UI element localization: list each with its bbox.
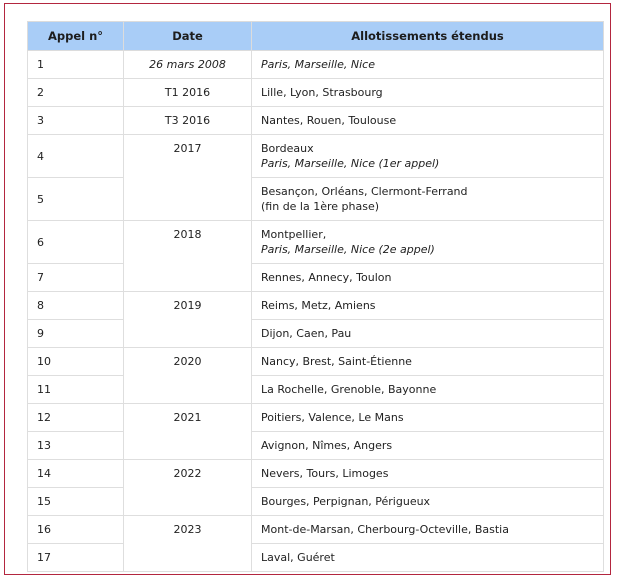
allotissement-cell: Avignon, Nîmes, Angers bbox=[252, 432, 604, 460]
allotissement-line: (fin de la 1ère phase) bbox=[261, 200, 380, 213]
date-cell: T1 2016 bbox=[124, 79, 252, 107]
table-row bbox=[28, 404, 604, 432]
table-row bbox=[28, 178, 604, 221]
allotissement-cell: Nantes, Rouen, Toulouse bbox=[252, 107, 604, 135]
appel-number: 2 bbox=[28, 79, 124, 107]
allotissement-line: Besançon, Orléans, Clermont-Ferrand bbox=[261, 185, 468, 198]
allotissement-line: Montpellier, bbox=[261, 228, 327, 241]
allotissement-cell: Laval, Guéret bbox=[252, 544, 604, 572]
appel-number: 16 bbox=[28, 516, 124, 544]
table-row bbox=[28, 221, 604, 264]
date-cell: 2021 bbox=[124, 404, 252, 460]
appel-number: 12 bbox=[28, 404, 124, 432]
allotissement-cell: Nevers, Tours, Limoges bbox=[252, 460, 604, 488]
allotissement-cell: Lille, Lyon, Strasbourg bbox=[252, 79, 604, 107]
table-row bbox=[28, 79, 604, 107]
allotissement-cell: Mont-de-Marsan, Cherbourg-Octeville, Bastia bbox=[252, 516, 604, 544]
header-appel: Appel n° bbox=[28, 22, 124, 51]
date-cell: 2023 bbox=[124, 516, 252, 572]
allotissement-cell: Reims, Metz, Amiens bbox=[252, 292, 604, 320]
table-row bbox=[28, 292, 604, 320]
appel-number: 5 bbox=[28, 178, 124, 221]
table-row bbox=[28, 544, 604, 572]
allotissement-cell: Rennes, Annecy, Toulon bbox=[252, 264, 604, 292]
allotissement-line: Bordeaux bbox=[261, 142, 314, 155]
allotissement-line: Paris, Marseille, Nice (1er appel) bbox=[261, 157, 440, 170]
allotissement-cell bbox=[252, 178, 604, 221]
appel-number: 14 bbox=[28, 460, 124, 488]
date-cell: T3 2016 bbox=[124, 107, 252, 135]
content-frame bbox=[4, 3, 611, 575]
header-allotissements: Allotissements étendus bbox=[252, 22, 604, 51]
appel-number: 7 bbox=[28, 264, 124, 292]
appel-number: 10 bbox=[28, 348, 124, 376]
table-row bbox=[28, 320, 604, 348]
allotissement-cell bbox=[252, 221, 604, 264]
table-row bbox=[28, 516, 604, 544]
appel-number: 1 bbox=[28, 51, 124, 79]
allotissement-cell bbox=[252, 135, 604, 178]
allotissement-cell: Nancy, Brest, Saint-Étienne bbox=[252, 348, 604, 376]
appel-number: 15 bbox=[28, 488, 124, 516]
appel-number: 8 bbox=[28, 292, 124, 320]
allotissement-cell: La Rochelle, Grenoble, Bayonne bbox=[252, 376, 604, 404]
allotissements-table bbox=[27, 21, 604, 572]
date-cell: 2018 bbox=[124, 221, 252, 292]
appel-number: 4 bbox=[28, 135, 124, 178]
allotissement-cell: Bourges, Perpignan, Périgueux bbox=[252, 488, 604, 516]
date-cell: 26 mars 2008 bbox=[124, 51, 252, 79]
appel-number: 17 bbox=[28, 544, 124, 572]
table-row bbox=[28, 264, 604, 292]
table-row bbox=[28, 107, 604, 135]
appel-number: 9 bbox=[28, 320, 124, 348]
appel-number: 6 bbox=[28, 221, 124, 264]
table-row bbox=[28, 135, 604, 178]
allotissement-line: Paris, Marseille, Nice (2e appel) bbox=[261, 243, 435, 256]
table-row bbox=[28, 432, 604, 460]
appel-number: 13 bbox=[28, 432, 124, 460]
appel-number: 3 bbox=[28, 107, 124, 135]
date-cell: 2022 bbox=[124, 460, 252, 516]
table-row bbox=[28, 376, 604, 404]
date-cell: 2017 bbox=[124, 135, 252, 221]
table-row bbox=[28, 460, 604, 488]
table-row bbox=[28, 488, 604, 516]
appel-number: 11 bbox=[28, 376, 124, 404]
allotissement-cell: Paris, Marseille, Nice bbox=[252, 51, 604, 79]
table-header-row bbox=[28, 22, 604, 51]
table-row bbox=[28, 348, 604, 376]
date-cell: 2020 bbox=[124, 348, 252, 404]
header-date: Date bbox=[124, 22, 252, 51]
date-cell: 2019 bbox=[124, 292, 252, 348]
table-row bbox=[28, 51, 604, 79]
allotissement-cell: Dijon, Caen, Pau bbox=[252, 320, 604, 348]
allotissement-cell: Poitiers, Valence, Le Mans bbox=[252, 404, 604, 432]
